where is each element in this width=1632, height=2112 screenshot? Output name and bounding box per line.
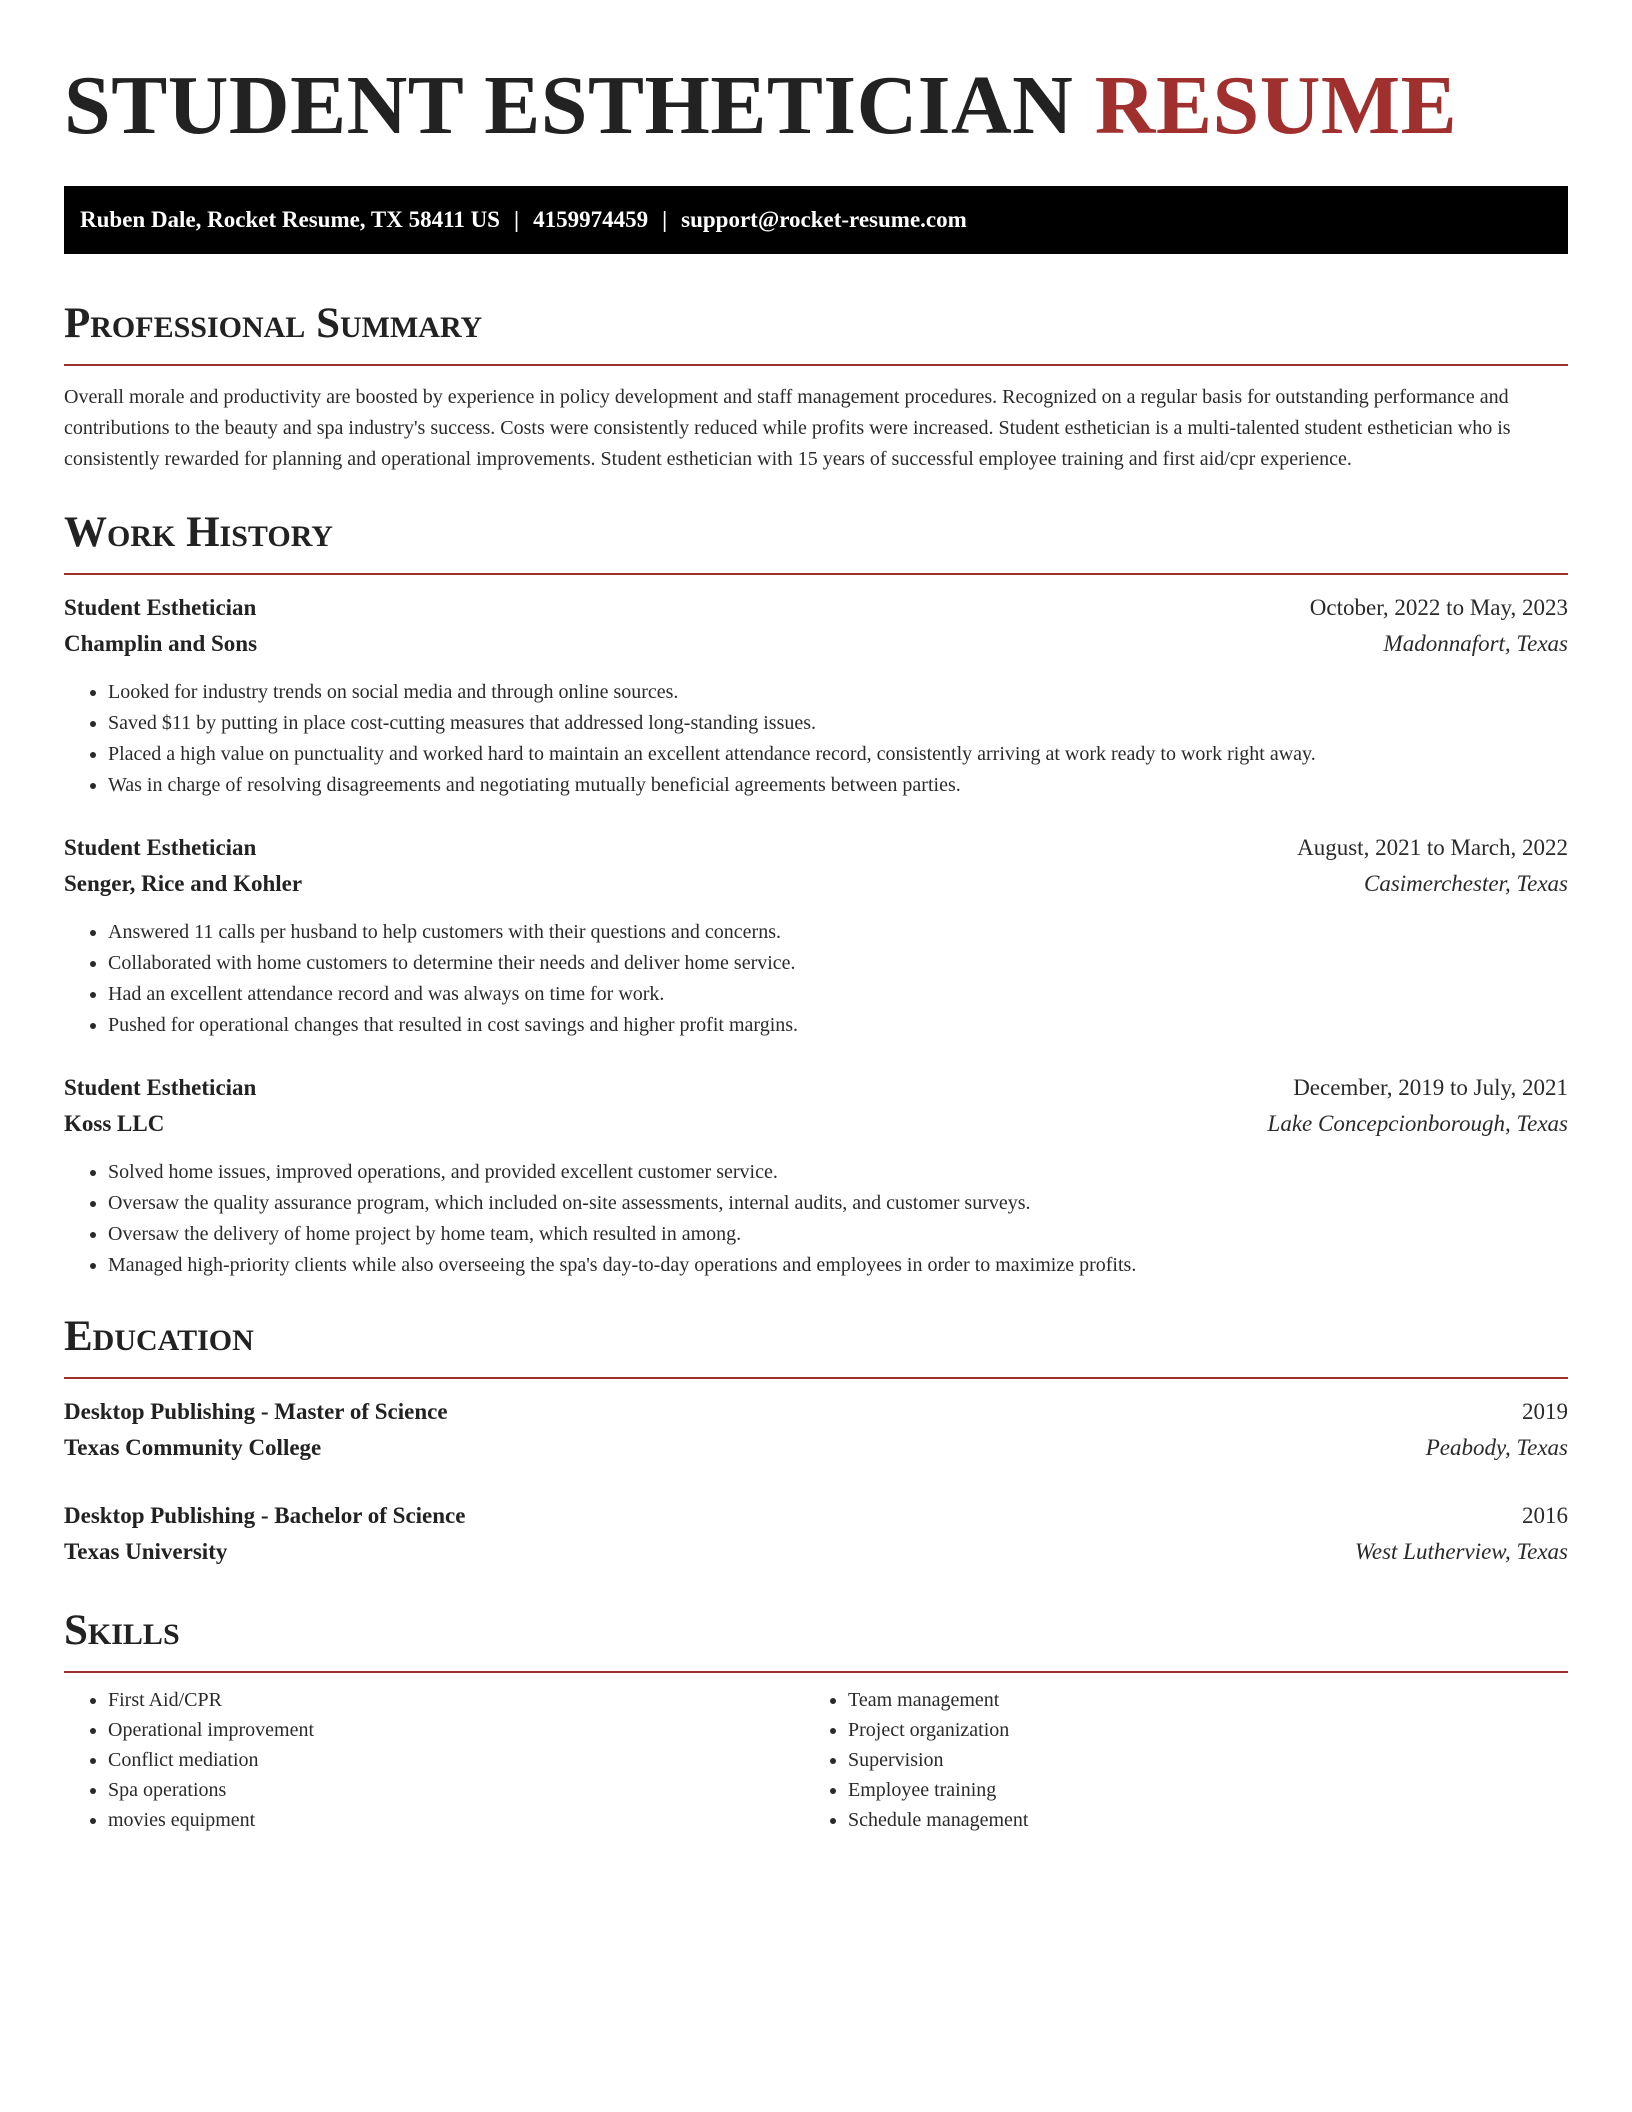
- skills-list-left: [64, 1685, 804, 1835]
- work-history-section: [64, 505, 1568, 1281]
- job-bullet: • Was in charge of resolving disagreements and negotiating mutually beneficial agreements between parties.: [108, 770, 1568, 801]
- skills-columns: [64, 1685, 1568, 1835]
- job-bullet: • Had an excellent attendance record and was always on time for work.: [108, 979, 1568, 1010]
- job-bullets: [64, 677, 1568, 801]
- contact-address: Ruben Dale, Rocket Resume, TX 58411 US: [80, 207, 500, 232]
- skill-item: • Project organization: [848, 1715, 1544, 1745]
- education-degree: Desktop Publishing - Bachelor of Science: [64, 1503, 466, 1528]
- job-dates: October, 2022 to May, 2023: [1309, 595, 1568, 620]
- education-school: Texas Community College: [64, 1435, 322, 1460]
- job-company: Koss LLC: [64, 1111, 165, 1136]
- skill-item: • Employee training: [848, 1775, 1544, 1805]
- job-dates: December, 2019 to July, 2021: [1293, 1075, 1568, 1100]
- section-divider: [64, 364, 1568, 366]
- job-bullet: • Looked for industry trends on social media and through online sources.: [108, 677, 1568, 708]
- contact-email[interactable]: support@rocket-resume.com: [681, 207, 967, 232]
- title-main: STUDENT ESTHETICIAN: [64, 59, 1074, 152]
- education-entry: [64, 1503, 1568, 1575]
- job-bullet: • Solved home issues, improved operations, and provided excellent customer service.: [108, 1157, 1568, 1188]
- resume-title: [64, 56, 1568, 156]
- section-heading-skills: Skills: [64, 1607, 180, 1654]
- job-title: Student Esthetician: [64, 1075, 257, 1100]
- skill-item: • Operational improvement: [108, 1715, 804, 1745]
- job-bullet: • Placed a high value on punctuality and worked hard to maintain an excellent attendance record, consistently arriving at work ready to work right away.: [108, 739, 1568, 770]
- contact-bar: [64, 186, 1568, 254]
- job-bullet: • Collaborated with home customers to determine their needs and deliver home service.: [108, 948, 1568, 979]
- skill-item: • Team management: [848, 1685, 1544, 1715]
- resume-page: [64, 0, 1568, 1835]
- section-divider: [64, 1377, 1568, 1379]
- skills-list-right: [804, 1685, 1544, 1835]
- job-bullet: • Answered 11 calls per husband to help customers with their questions and concerns.: [108, 917, 1568, 948]
- job-bullet: • Oversaw the quality assurance program, which included on-site assessments, internal audits, and customer surveys.: [108, 1188, 1568, 1219]
- education-entry: [64, 1399, 1568, 1471]
- job-title: Student Esthetician: [64, 835, 257, 860]
- job-bullet: • Managed high-priority clients while also overseeing the spa's day-to-day operations and employees in order to maximize profits.: [108, 1250, 1568, 1281]
- education-location: Peabody, Texas: [1425, 1435, 1568, 1460]
- education-degree: Desktop Publishing - Master of Science: [64, 1399, 448, 1424]
- summary-text: Overall morale and productivity are boosted by experience in policy development and staff management procedures. Recognized on a regular basis for outstanding performance and contributions to the beauty and spa industry's success. Costs were consistently reduced while profits were increased. Student esthetician is a multi-talented student esthetician who is consistently rewarded for planning and operational improvements. Student esthetician with 15 years of successful employee training and first aid/cpr experience.: [64, 386, 1511, 470]
- job-title: Student Esthetician: [64, 595, 257, 620]
- job-entry: [64, 595, 1568, 801]
- section-divider: [64, 573, 1568, 575]
- contact-phone[interactable]: 4159974459: [533, 207, 649, 232]
- job-location: Madonnafort, Texas: [1383, 631, 1568, 656]
- skill-item: • Spa operations: [108, 1775, 804, 1805]
- job-location: Lake Concepcionborough, Texas: [1267, 1111, 1568, 1136]
- job-location: Casimerchester, Texas: [1363, 871, 1568, 896]
- skill-item: • Conflict mediation: [108, 1745, 804, 1775]
- education-location: West Lutherview, Texas: [1354, 1539, 1568, 1564]
- title-accent: RESUME: [1094, 59, 1458, 152]
- education-year: 2019: [1522, 1399, 1568, 1424]
- education-year: 2016: [1522, 1503, 1568, 1528]
- job-company: Senger, Rice and Kohler: [64, 871, 303, 896]
- job-bullets: [64, 1157, 1568, 1281]
- job-bullet: • Saved $11 by putting in place cost-cutting measures that addressed long-standing issues.: [108, 708, 1568, 739]
- contact-separator: |: [662, 207, 668, 232]
- job-bullet: • Pushed for operational changes that resulted in cost savings and higher profit margins.: [108, 1010, 1568, 1041]
- education-school: Texas University: [64, 1539, 228, 1564]
- skill-item: • Schedule management: [848, 1805, 1544, 1835]
- skills-section: [64, 1603, 1568, 1835]
- section-heading-summary: Professional Summary: [64, 300, 483, 347]
- job-entry: [64, 1075, 1568, 1281]
- skill-item: • First Aid/CPR: [108, 1685, 804, 1715]
- section-heading-education: Education: [64, 1313, 254, 1360]
- section-heading-work-history: Work History: [64, 509, 333, 556]
- job-bullets: [64, 917, 1568, 1041]
- job-company: Champlin and Sons: [64, 631, 258, 656]
- education-section: [64, 1309, 1568, 1575]
- job-dates: August, 2021 to March, 2022: [1297, 835, 1568, 860]
- skill-item: • Supervision: [848, 1745, 1544, 1775]
- skill-item: • movies equipment: [108, 1805, 804, 1835]
- job-entry: [64, 835, 1568, 1041]
- contact-separator: |: [513, 207, 520, 232]
- section-divider: [64, 1671, 1568, 1673]
- summary-section: [64, 296, 1568, 475]
- job-bullet: • Oversaw the delivery of home project by home team, which resulted in among.: [108, 1219, 1568, 1250]
